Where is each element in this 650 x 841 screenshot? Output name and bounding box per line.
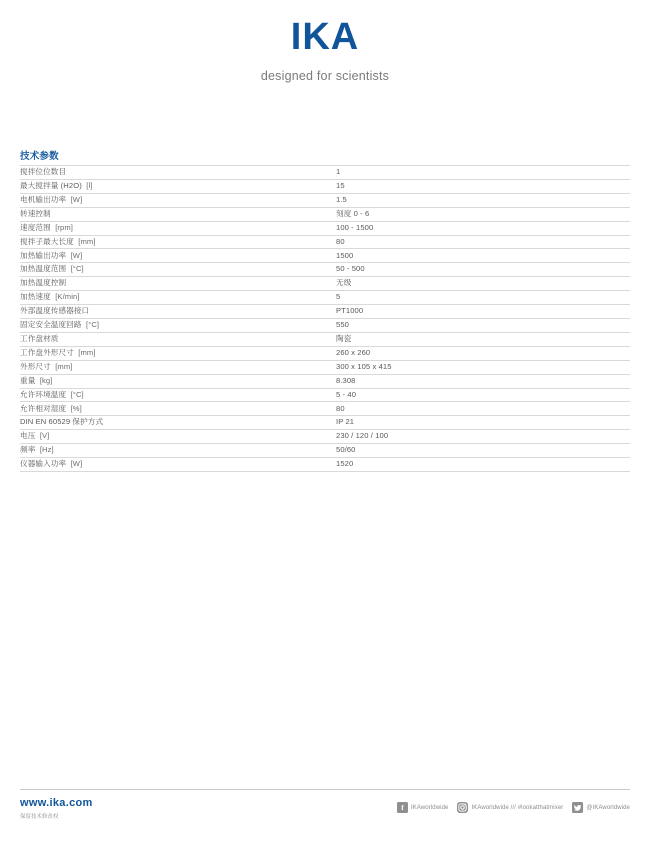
table-row <box>20 305 630 319</box>
table-row <box>20 263 630 277</box>
spec-label-text: 搅拌位位数目 <box>20 167 67 177</box>
spec-unit: [W] <box>70 194 83 204</box>
spec-value: 5 <box>336 291 630 305</box>
spec-value: 无级 <box>336 277 630 291</box>
spec-value: 8.308 <box>336 374 630 388</box>
spec-label-text: 加热温度控制 <box>20 278 67 288</box>
spec-value: 1.5 <box>336 193 630 207</box>
spec-unit: [mm] <box>78 236 96 246</box>
social-links <box>397 802 630 813</box>
spec-label <box>20 318 336 332</box>
spec-label <box>20 416 336 430</box>
technical-data-section <box>20 148 630 472</box>
spec-unit: [rpm] <box>55 222 74 232</box>
table-row <box>20 374 630 388</box>
spec-value: 1520 <box>336 458 630 472</box>
spec-value: 50 - 500 <box>336 263 630 277</box>
spec-value: 80 <box>336 235 630 249</box>
spec-unit: [mm] <box>78 347 96 357</box>
spec-unit: [W] <box>70 459 83 469</box>
table-row <box>20 430 630 444</box>
page-footer <box>0 789 650 841</box>
spec-label-text: 电压 <box>20 431 36 441</box>
spec-label <box>20 332 336 346</box>
spec-label-text: 工作盘外形尺寸 <box>20 347 74 357</box>
spec-value: 5 - 40 <box>336 388 630 402</box>
spec-unit: [mm] <box>55 361 73 371</box>
spec-unit: [°C] <box>70 389 84 399</box>
spec-label-text: 工作盘材质 <box>20 333 59 343</box>
spec-value: 300 x 105 x 415 <box>336 360 630 374</box>
social-label: IKAworldwide /// #lookatthatmixer <box>471 804 564 811</box>
spec-label-text: 加热速度 <box>20 292 51 302</box>
spec-label-text: 固定安全温度回路 <box>20 320 82 330</box>
spec-label-text: DIN EN 60529 保护方式 <box>20 417 104 427</box>
spec-value: 1500 <box>336 249 630 263</box>
footer-disclaimer: 保留技术修改权 <box>20 814 59 820</box>
spec-label-text: 转速控制 <box>20 208 51 218</box>
table-row <box>20 277 630 291</box>
ika-logo: IKA <box>290 16 360 58</box>
spec-label-text: 速度范围 <box>20 222 51 232</box>
spec-unit: [V] <box>39 431 50 441</box>
facebook-icon[interactable]: f <box>397 802 408 813</box>
spec-unit: [%] <box>70 403 82 413</box>
spec-unit: [Hz] <box>39 445 54 455</box>
spec-label <box>20 193 336 207</box>
spec-label-text: 加热温度范围 <box>20 264 67 274</box>
brand-header <box>0 18 650 83</box>
spec-unit: [l] <box>86 181 93 190</box>
spec-label-text: 加热输出功率 <box>20 250 67 260</box>
table-row <box>20 444 630 458</box>
table-row <box>20 332 630 346</box>
twitter-icon[interactable] <box>572 802 583 813</box>
spec-label <box>20 360 336 374</box>
spec-value: 260 x 260 <box>336 346 630 360</box>
spec-unit: [°C] <box>85 320 100 330</box>
spec-label <box>20 444 336 458</box>
spec-label <box>20 277 336 291</box>
spec-label <box>20 430 336 444</box>
table-row <box>20 458 630 472</box>
spec-value: 230 / 120 / 100 <box>336 430 630 444</box>
specifications-table <box>20 165 630 472</box>
spec-value: 80 <box>336 402 630 416</box>
spec-unit: [W] <box>70 250 83 260</box>
spec-label <box>20 388 336 402</box>
spec-label <box>20 166 336 180</box>
spec-unit: [kg] <box>39 375 53 385</box>
spec-label <box>20 179 336 193</box>
table-row <box>20 360 630 374</box>
spec-label <box>20 249 336 263</box>
spec-label <box>20 291 336 305</box>
table-row <box>20 179 630 193</box>
social-link[interactable] <box>397 802 448 813</box>
spec-label-text: 频率 <box>20 445 36 455</box>
spec-label-text: 允许相对湿度 <box>20 403 67 413</box>
spec-value: 陶瓷 <box>336 332 630 346</box>
table-row <box>20 193 630 207</box>
spec-label <box>20 263 336 277</box>
brand-tagline: designed for scientists <box>260 69 390 83</box>
spec-label <box>20 458 336 472</box>
spec-value: IP 21 <box>336 416 630 430</box>
spec-label <box>20 305 336 319</box>
spec-value: PT1000 <box>336 305 630 319</box>
website-link[interactable]: www.ika.com <box>20 797 93 809</box>
spec-value: 刻度 0 - 6 <box>336 207 630 221</box>
table-row <box>20 388 630 402</box>
table-row <box>20 166 630 180</box>
spec-label <box>20 402 336 416</box>
spec-label <box>20 374 336 388</box>
spec-value: 50/60 <box>336 444 630 458</box>
section-title: 技术参数 <box>20 151 59 162</box>
table-row <box>20 416 630 430</box>
spec-label-text: 外形尺寸 <box>20 361 51 371</box>
table-row <box>20 235 630 249</box>
spec-label <box>20 207 336 221</box>
spec-label-text: 仪器输入功率 <box>20 459 67 469</box>
spec-label-text: 最大搅拌量 (H2O) <box>20 181 82 190</box>
spec-value: 15 <box>336 179 630 193</box>
spec-label-text: 外部温度传感器接口 <box>20 306 90 316</box>
table-row <box>20 207 630 221</box>
table-row <box>20 318 630 332</box>
footer-brand <box>20 797 93 820</box>
spec-label <box>20 346 336 360</box>
spec-value: 100 - 1500 <box>336 221 630 235</box>
spec-unit: [°C] <box>70 264 84 274</box>
table-row <box>20 402 630 416</box>
social-label: @IKAworldwide <box>586 804 630 811</box>
spec-value: 550 <box>336 318 630 332</box>
spec-label <box>20 221 336 235</box>
table-row <box>20 346 630 360</box>
social-link[interactable] <box>572 802 630 813</box>
footer-divider <box>20 789 630 790</box>
spec-label-text: 重量 <box>20 375 36 385</box>
table-row <box>20 291 630 305</box>
table-row <box>20 221 630 235</box>
spec-label-text: 搅拌子最大长度 <box>20 236 74 246</box>
table-row <box>20 249 630 263</box>
spec-label-text: 允许环境温度 <box>20 389 67 399</box>
spec-value: 1 <box>336 166 630 180</box>
spec-label <box>20 235 336 249</box>
spec-unit: [K/min] <box>55 292 80 302</box>
social-label: IKAworldwide <box>411 804 449 811</box>
spec-label-text: 电机输出功率 <box>20 194 67 204</box>
social-link[interactable] <box>457 802 563 813</box>
instagram-icon[interactable] <box>457 802 468 813</box>
